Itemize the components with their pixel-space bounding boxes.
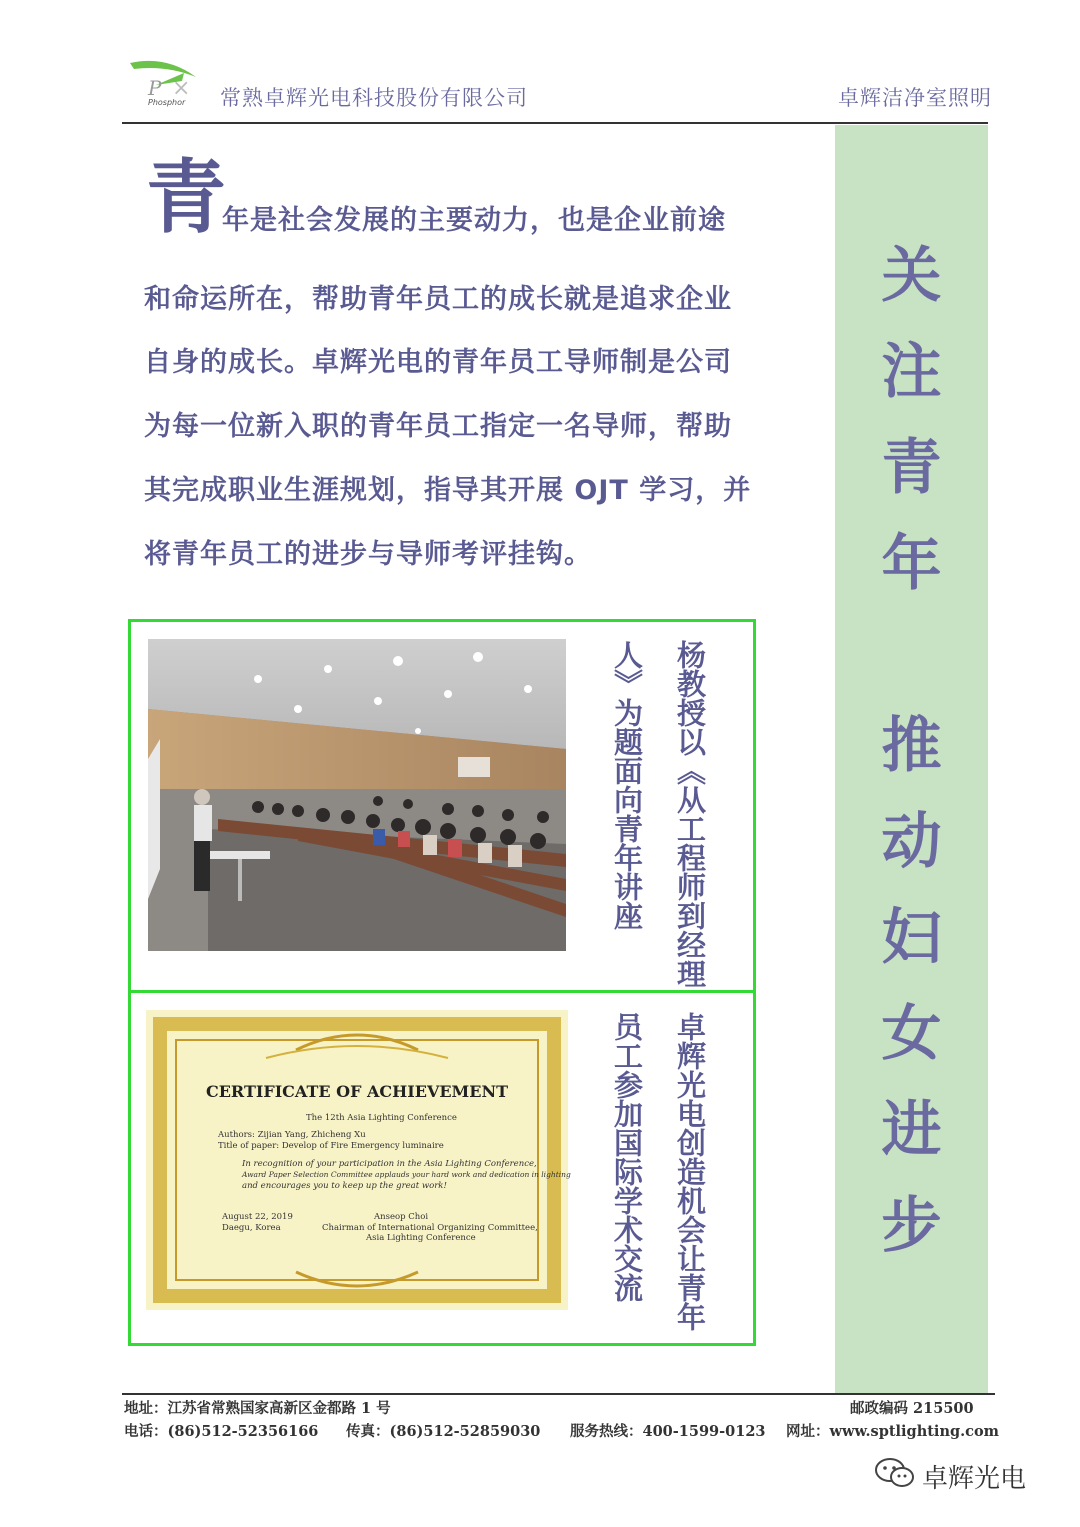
certificate-image [146,1010,571,1310]
wechat-icon [874,1456,916,1497]
certificate-title: CERTIFICATE OF ACHIEVEMENT [206,1082,508,1101]
certificate-authors: Authors: Zijian Yang, Zhicheng Xu [218,1130,366,1140]
intro-line: 将青年员工的进步与导师考评挂钩。 [144,539,592,570]
side-char: 进 [881,1095,942,1165]
lecture-photo [148,639,566,951]
certificate-signer: Anseop Choi [374,1212,429,1222]
certificate-text: Award Paper Selection Committee applauds your hard work and dedication in lighting [242,1170,571,1179]
footer-address: 地址：江苏省常熟国家高新区金都路 1 号 [124,1400,391,1417]
side-char: 女 [881,999,942,1069]
side-heading-1 [835,228,988,612]
vertical-text: 人》为题面向青年讲座 [610,640,644,930]
wechat-watermark [874,1456,1026,1497]
lecture-caption-col1 [675,640,707,988]
certificate-caption-col2 [612,1012,644,1302]
side-char: 妇 [881,903,942,973]
vertical-text: 卓辉光电创造机会让青年 [673,1012,707,1331]
footer-phone: 电话：(86)512-52356166 [124,1423,319,1440]
header-right-title: 卓辉洁净室照明 [838,86,992,110]
side-char: 推 [881,711,942,781]
intro-line: 年是社会发展的主要动力，也是企业前途 [222,205,726,236]
side-char: 关 [881,241,942,311]
certificate-signer-title: Chairman of International Organizing Committee, [322,1223,538,1233]
logo-text: Phosphor [148,98,186,107]
certificate-caption-col1 [675,1012,707,1331]
company-logo [126,55,218,115]
footer-divider [122,1393,995,1395]
drop-cap: 青 [146,151,226,244]
side-char: 动 [881,807,942,877]
side-char: 年 [881,529,942,599]
footer-postcode: 邮政编码 215500 [850,1400,974,1417]
side-char: 步 [881,1191,942,1261]
certificate-paper: Title of paper: Develop of Fire Emergency luminaire [218,1141,444,1151]
intro-line: 为每一位新入职的青年员工指定一名导师，帮助 [144,411,732,442]
vertical-text: 员工参加国际学术交流 [610,1012,644,1302]
footer-fax: 传真：(86)512-52859030 [346,1423,541,1440]
certificate-date: August 22, 2019 [222,1212,293,1222]
footer-website[interactable]: 网址：www.sptlighting.com [786,1423,1000,1440]
certificate-signer-title: Asia Lighting Conference [366,1233,476,1243]
vertical-text: 杨教授以《从工程师到经理 [673,640,707,988]
intro-line: 和命运所在，帮助青年员工的成长就是追求企业 [144,284,732,315]
side-char: 青 [881,433,942,503]
intro-line: 自身的成长。卓辉光电的青年员工导师制是公司 [144,347,732,378]
side-char: 注 [881,337,942,407]
wechat-account-name: 卓辉光电 [922,1464,1027,1494]
svg-text:P: P [148,76,162,100]
side-heading-2 [835,698,988,1274]
lecture-caption-col2 [612,640,644,930]
certificate-text: In recognition of your participation in the Asia Lighting Conference, [242,1159,537,1169]
intro-line: 其完成职业生涯规划，指导其开展 OJT 学习，并 [144,475,752,506]
certificate-text: and encourages you to keep up the great work! [242,1181,447,1191]
company-name: 常熟卓辉光电科技股份有限公司 [220,86,528,110]
certificate-place: Daegu, Korea [222,1223,281,1233]
svg-text:×: × [172,76,191,101]
header-divider [122,122,988,124]
certificate-conference: The 12th Asia Lighting Conference [306,1113,457,1123]
footer-hotline: 服务热线：400-1599-0123 [570,1423,766,1440]
